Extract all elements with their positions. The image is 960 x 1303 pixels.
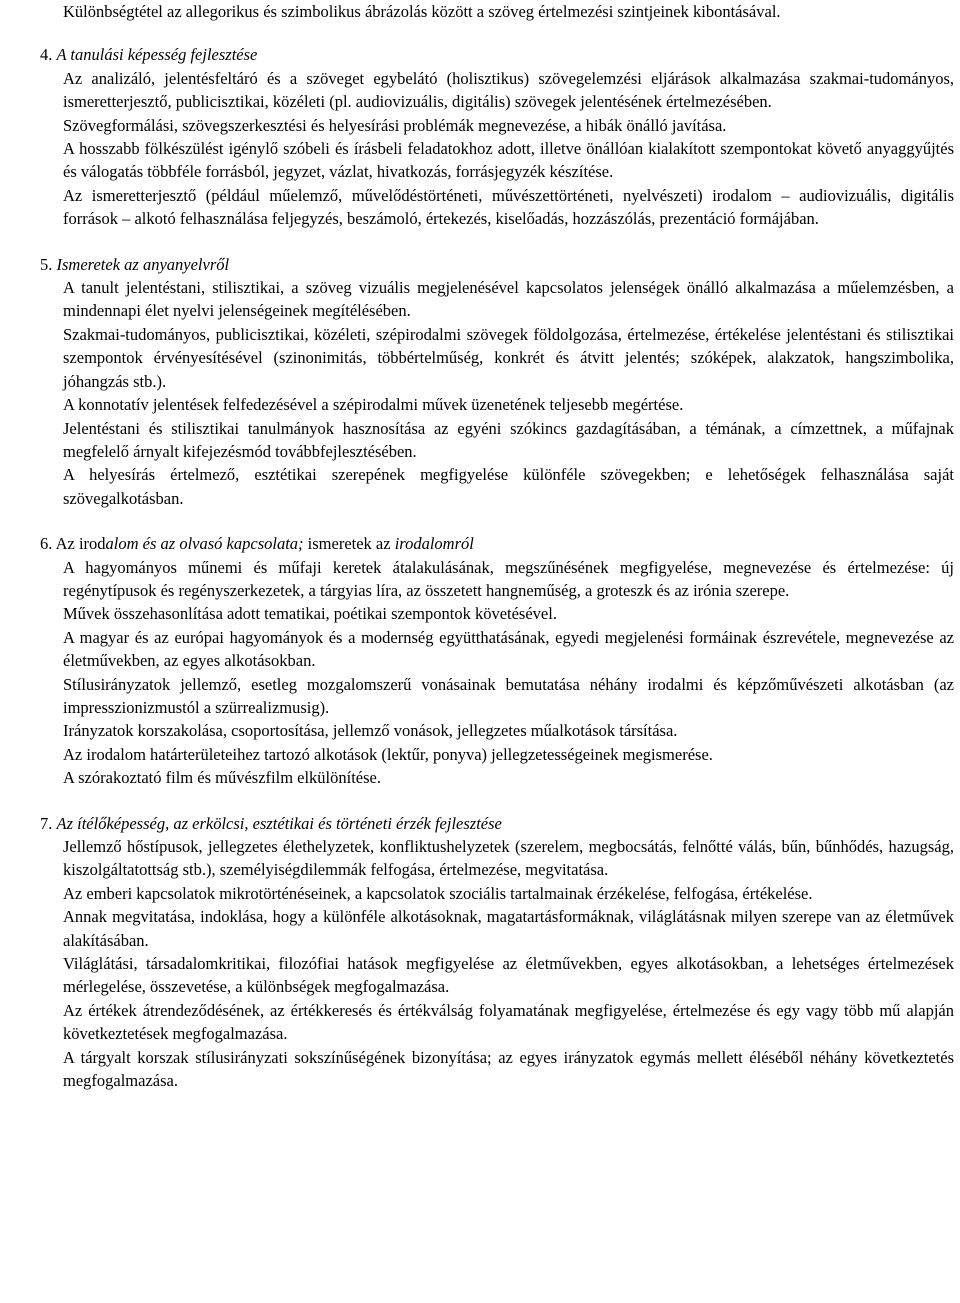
section-title: Ismeretek az anyanyelvről [56,254,230,274]
section-number: 6. [40,534,53,554]
paragraph: A konnotatív jelentések felfedezésével a szépirodalmi művek üzenetének teljesebb megértése. [63,395,684,415]
section-6 [0,532,954,789]
paragraph: A hagyományos műnemi és műfaji keretek átalakulásának, megszűnésének megfigyelése, megnevezése és értelmezése: új regénytípusok és regényszerkezetek, a tárgyias líra, az összetett hangneműség, a groteszk és az irónia szerepe. [63,557,954,600]
paragraph: A helyesírás értelmező, esztétikai szerepének megfigyelése különféle szövegekben; e lehetőségek felhasználása saját szövegalkotásban. [63,465,954,508]
section-heading [40,532,954,555]
paragraph: Művek összehasonlítása adott tematikai, poétikai szempontok követésével. [63,604,557,624]
section-title: Az ítélőképesség, az erkölcsi, esztétikai és történeti érzék fejlesztése [56,813,502,833]
section-body [63,835,954,1092]
section-body [63,276,954,510]
paragraph: A magyar és az európai hagyományok és a modernség együtthatásának, egyedi megjelenési formáinak észrevétele, megnevezése az életművekben, az egyes alkotásokban. [63,627,954,671]
section-4 [0,43,954,230]
intro-paragraph: Különbségtétel az allegorikus és szimbolikus ábrázolás között a szöveg értelmezési szintjeinek kibontásával. [63,2,781,21]
paragraph: Szakmai-tudományos, publicisztikai, közéleti, szépirodalmi szövegek földolgozása, értelmezése, értékelése jelentéstani és stilisztikai szempontok érvényesítésével (szinonimitás, többértelműség, konkrét és átvitt jelentés; szóképek, alakzatok, hangszimbolika, jóhangzás stb.). [63,324,954,391]
spacer [0,790,954,812]
paragraph: A hosszabb fölkészülést igénylő szóbeli és írásbeli feladatokhoz adott, illetve önállóan kialakított szempontokat követő anyaggyűjtés és válogatás többféle forrásból, jegyzet, vázlat, hivatkozás, forrásjegyzék készítése. [63,139,954,182]
paragraph: Az értékek átrendeződésének, az értékkeresés és értékválság folyamatának megfigyelése, értelmezése és egy vagy több mű alapján következtetések megfogalmazása. [63,1000,954,1044]
paragraph: Az ismeretterjesztő (például műelemző, művelődéstörténeti, művészettörténeti, nyelvészeti) irodalom – audiovizuális, digitális források – alkotó felhasználása feljegyzés, beszámoló, értekezés, kiselőadás, hozzászólás, prezentáció formájában. [63,185,954,229]
paragraph: Az irodalom határterületeihez tartozó alkotások (lektűr, ponyva) jellegzetességeinek megismerése. [63,744,713,764]
section-title-part: irodalomról [394,534,474,554]
paragraph: Stílusirányzatok jellemző, esetleg mozgalomszerű vonásainak bemutatása néhány irodalmi és képzőművészeti alkotásban (az impresszionizmustól a szürrealizmusig). [63,674,954,717]
paragraph: Irányzatok korszakolása, csoportosítása, jellemző vonások, jellegzetes műalkotások társítása. [63,721,678,741]
section-heading [40,43,954,66]
section-7 [0,812,954,1093]
section-5 [0,253,954,510]
paragraph: Szövegformálási, szövegszerkesztési és helyesírási problémák megnevezése, a hibák önálló javítása. [63,115,727,135]
section-body [63,67,954,231]
spacer [0,231,954,253]
section-title: A tanulási képesség fejlesztése [56,45,258,65]
section-heading [40,812,954,835]
paragraph: Jelentéstani és stilisztikai tanulmányok hasznosítása az egyéni szókincs gazdagításában, a témának, a címzettnek, a műfajnak megfelelő árnyalt kifejezésmód továbbfejlesztésében. [63,418,954,461]
paragraph: A tárgyalt korszak stílusirányzati sokszínűségének bizonyítása; az egyes irányzatok egymás mellett éléséből néhány következtetés megfogalmazása. [63,1047,954,1091]
paragraph: Az analizáló, jelentésfeltáró és a szöveget egybelátó (holisztikus) szövegelemzési eljárások alkalmazása szakmai-tudományos, ismeretterjesztő, publicisztikai, közéleti (pl. audiovizuális, digitális) szövegek jelentésének értelmezésében. [63,68,954,112]
paragraph: A tanult jelentéstani, stilisztikai, a szöveg vizuális megjelenésével kapcsolatos jelenségek önálló alkalmazása a műelemzésben, a mindennapi élet nyelvi jelenségeinek megítélésében. [63,278,954,321]
section-number: 5. [40,254,53,274]
section-body [63,556,954,790]
section-title-part: Az irod [55,534,106,554]
intro-block [63,0,954,23]
paragraph: Jellemző hőstípusok, jellegzetes élethelyzetek, konfliktushelyzetek (szerelem, megbocsátás, felnőtté válás, bűn, bűnhődés, hazugság, kiszolgáltatottság stb.), személyiségdilemmák felfogása, értelmezése, megvitatása. [63,837,954,880]
spacer [0,510,954,532]
section-heading [40,253,954,276]
spacer [0,23,954,43]
section-title-part: alom és az olvasó kapcsolata; [105,534,304,554]
paragraph: Az emberi kapcsolatok mikrotörténéseinek, a kapcsolatok szociális tartalmainak érzékelése, felfogása, értékelése. [63,883,813,903]
section-number: 4. [40,45,53,65]
paragraph: Világlátási, társadalomkritikai, filozófiai hatások megfigyelése az életművekben, egyes alkotásokban, a lehetséges értelmezések mérlegelése, összevetése, a különbségek megfogalmazása. [63,954,954,997]
paragraph: A szórakoztató film és művészfilm elkülönítése. [63,768,382,788]
section-title-part: ismeretek az [303,534,395,554]
section-number: 7. [40,813,53,833]
paragraph: Annak megvitatása, indoklása, hogy a különféle alkotásoknak, magatartásformáknak, világlátásnak milyen szerepe van az életművek alakításában. [63,907,954,950]
